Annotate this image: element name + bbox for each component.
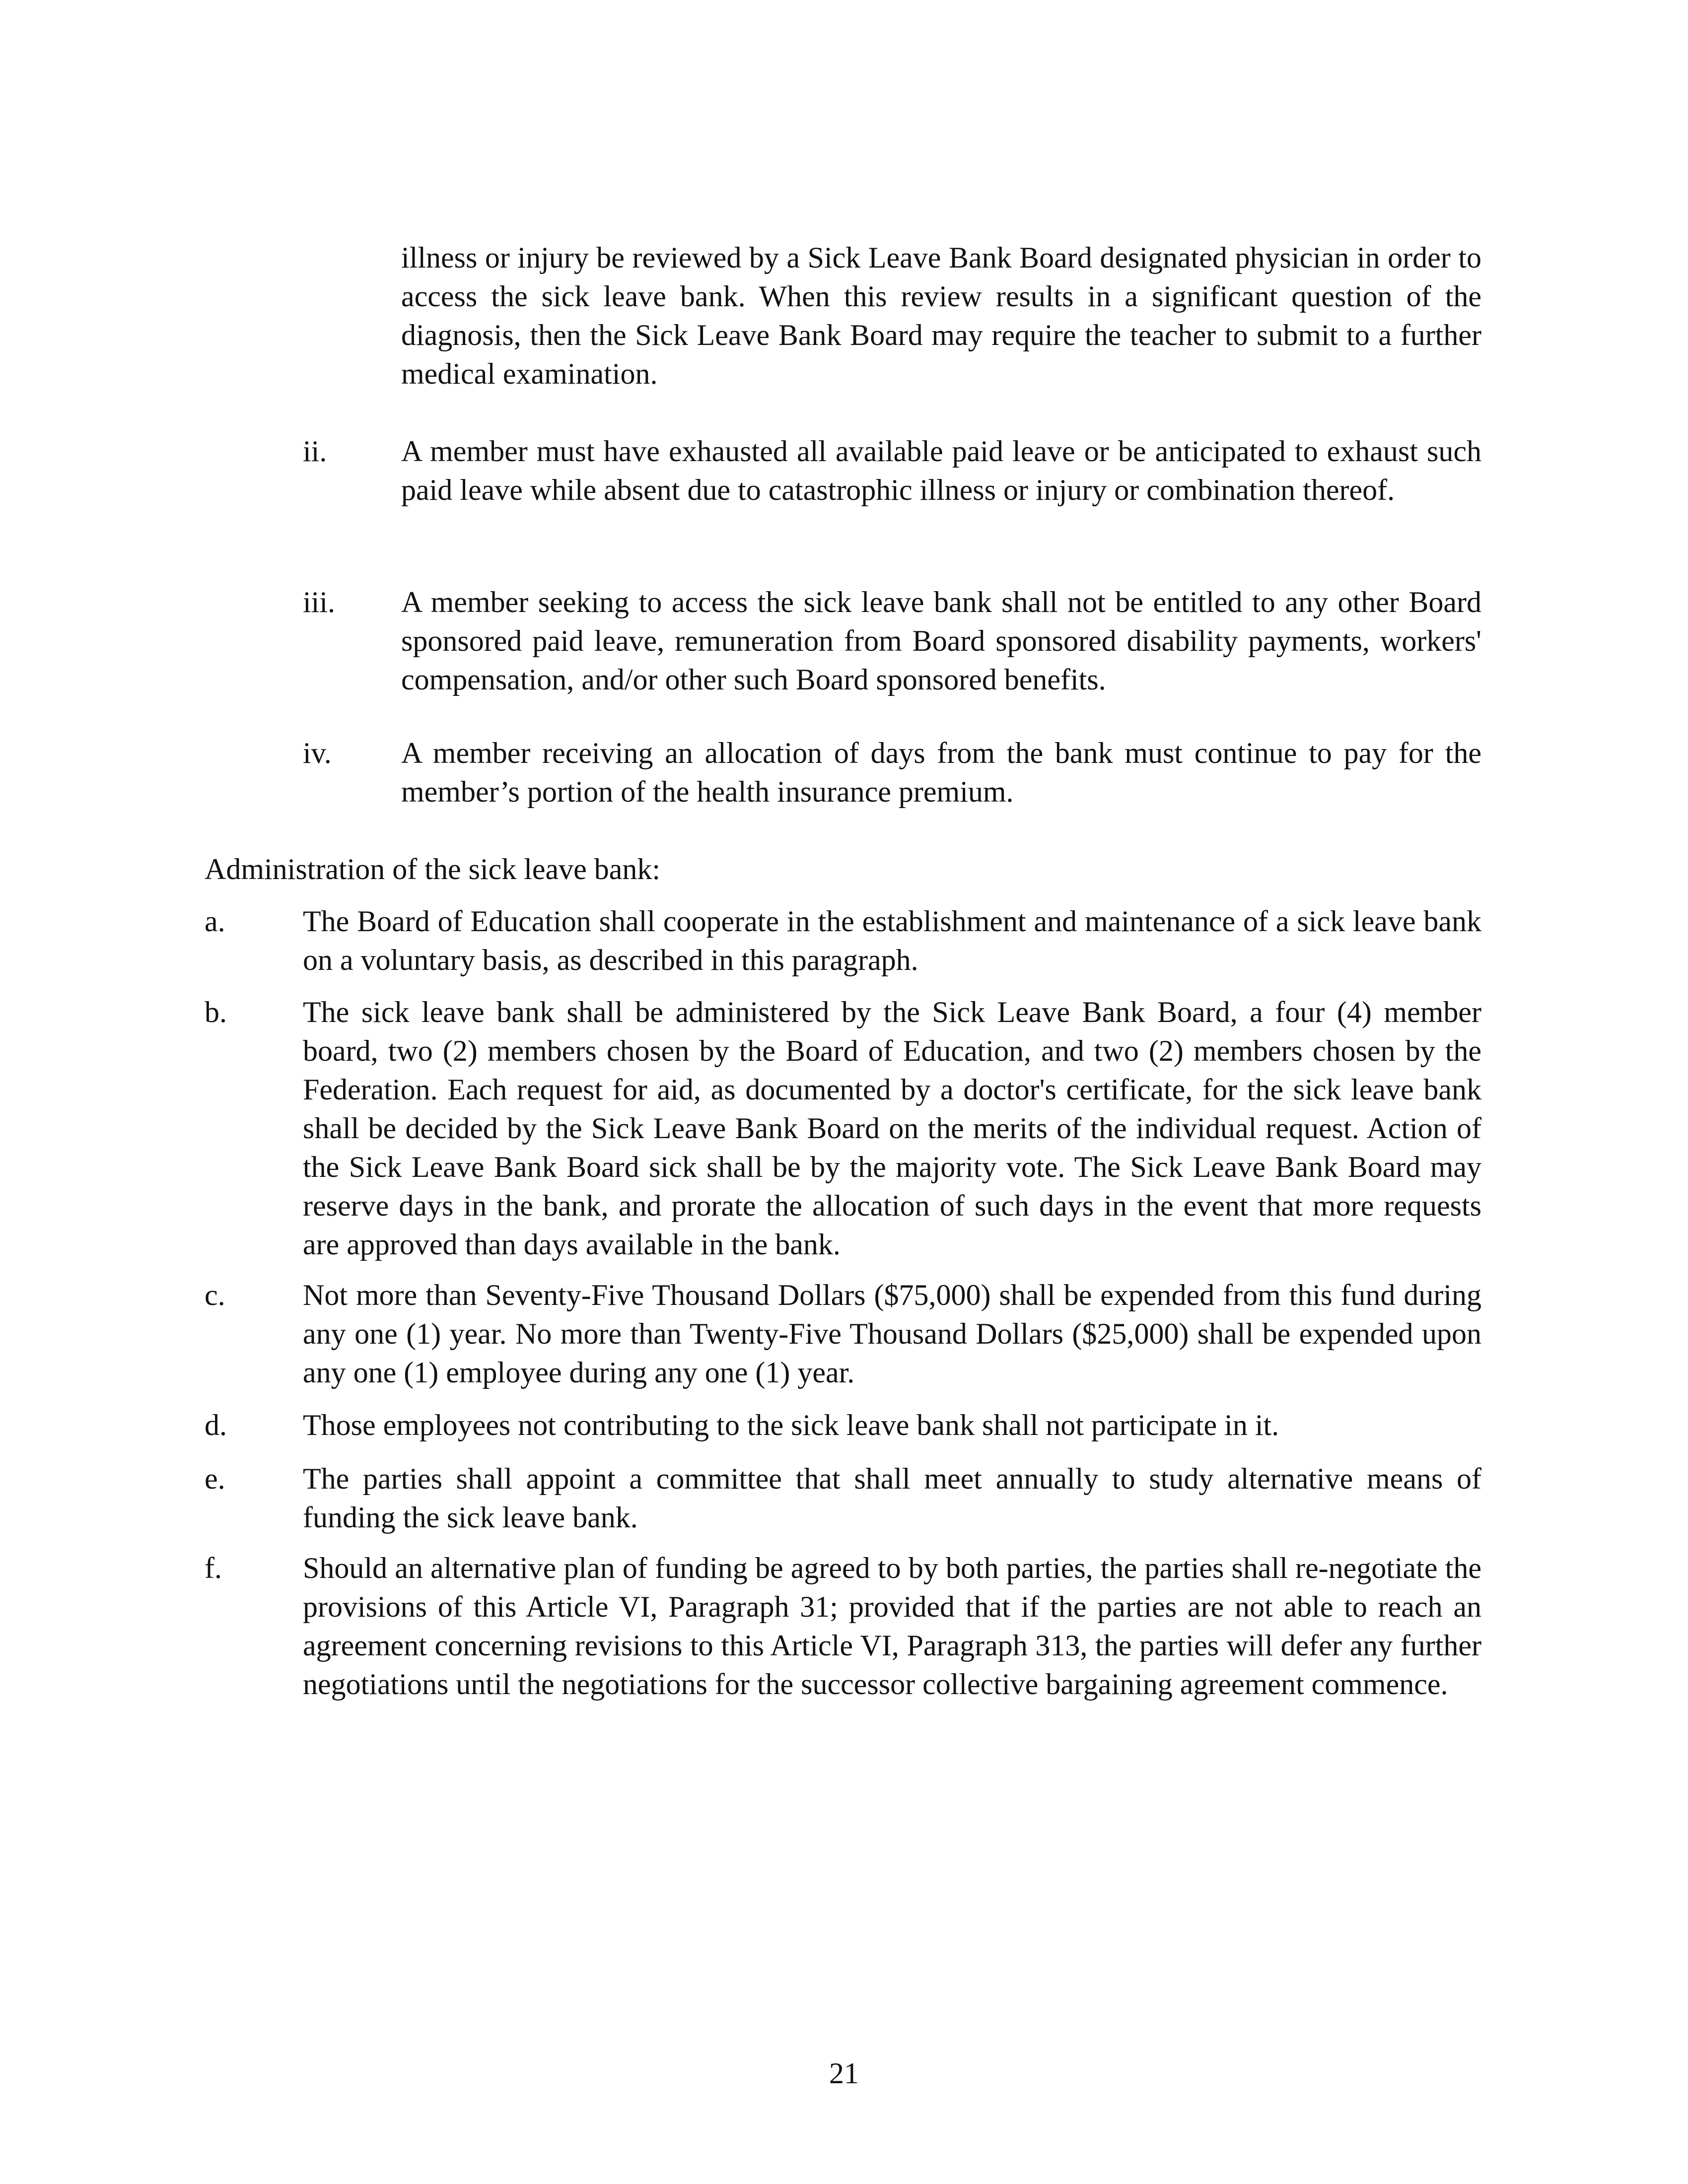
list-item-text: The sick leave bank shall be administered by the Sick Leave Bank Board, a four (4) member board, two (2) members chosen by the Board of Education, and two (2) members chosen by the Federation. Each request for aid, as documented by a doctor's certificate, for the sick leave bank shall be decided by the Sick Leave Bank Board on the merits of the individual request. Action of the Sick Leave Bank Board sick shall be by the majority vote. The Sick Leave Bank Board may reserve days in the bank, and prorate the allocation of such days in the event that more requests are approved than days available in the bank. — [303, 996, 1481, 1261]
list-item-text: Not more than Seventy-Five Thousand Dollars ($75,000) shall be expended from this fund during any one (1) year. No more than Twenty-Five Thousand Dollars ($25,000) shall be expended upon any one (1) employee during any one (1) year. — [303, 1279, 1481, 1389]
section-heading: Administration of the sick leave bank: — [205, 853, 661, 886]
list-item-text: The parties shall appoint a committee that shall meet annually to study alternative means of funding the sick leave bank. — [303, 1462, 1481, 1534]
list-letter: c. — [205, 1279, 225, 1311]
list-letter: e. — [205, 1462, 225, 1495]
list-item-text: Those employees not contributing to the sick leave bank shall not participate in it. — [303, 1409, 1279, 1441]
list-number: iv. — [303, 737, 332, 769]
list-letter: b. — [205, 996, 227, 1028]
page-number: 21 — [829, 2057, 859, 2090]
list-letter: a. — [205, 905, 225, 938]
list-letter: f. — [205, 1552, 222, 1584]
list-item-text: A member must have exhausted all available paid leave or be anticipated to exhaust such paid leave while absent due to catastrophic illness or injury or combination thereof. — [401, 435, 1481, 506]
list-item-text: A member receiving an allocation of days from the bank must continue to pay for the member’s portion of the health insurance premium. — [401, 737, 1481, 808]
list-item-text: The Board of Education shall cooperate in the establishment and maintenance of a sick leave bank on a voluntary basis, as described in this paragraph. — [303, 905, 1481, 976]
list-letter: d. — [205, 1409, 227, 1441]
list-item-text: A member seeking to access the sick leave bank shall not be entitled to any other Board sponsored paid leave, remuneration from Board sponsored disability payments, workers' compensation, and/or other such Board sponsored benefits. — [401, 586, 1481, 696]
item-i-continued-text: illness or injury be reviewed by a Sick Leave Bank Board designated physician in order to access the sick leave bank. When this review results in a significant question of the diagnosis, then the Sick Leave Bank Board may require the teacher to submit to a further medical examination. — [401, 241, 1481, 390]
list-number: iii. — [303, 586, 336, 618]
list-number: ii. — [303, 435, 327, 468]
list-item-text: Should an alternative plan of funding be agreed to by both parties, the parties shall re-negotiate the provisions of this Article VI, Paragraph 31; provided that if the parties are not able to reach an agreement concerning revisions to this Article VI, Paragraph 313, the parties will defer any further negotiations until the negotiations for the successor collective bargaining agreement commence. — [303, 1552, 1481, 1701]
